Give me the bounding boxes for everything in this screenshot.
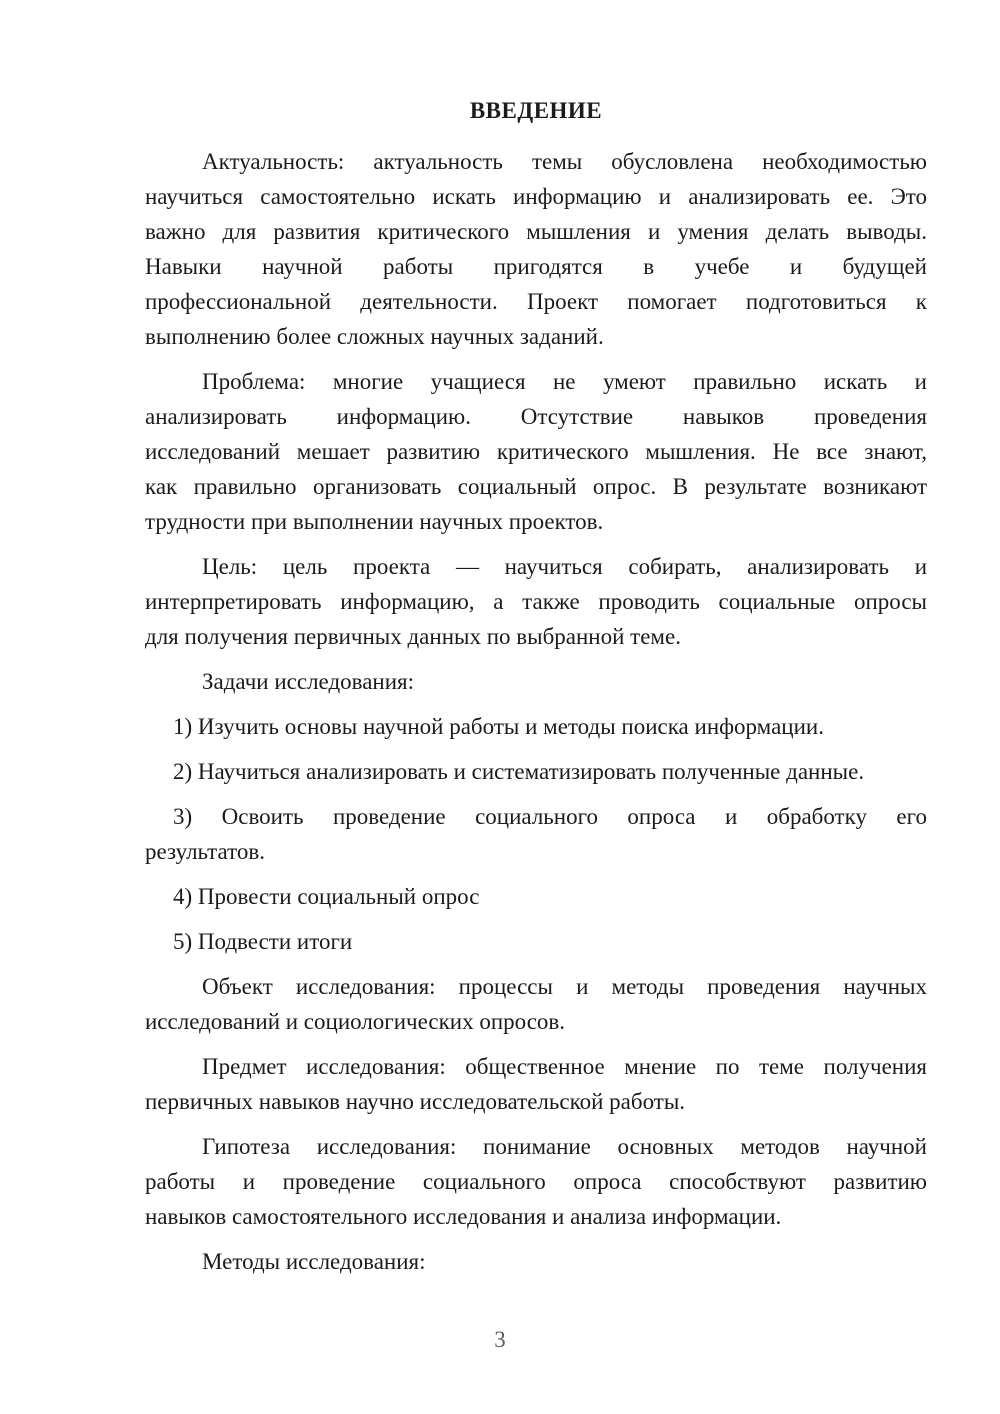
text-line: выполнению более сложных научных заданий. xyxy=(145,324,604,349)
text-line: работы и проведение социального опроса способствуют развитию xyxy=(145,1169,927,1194)
text-line: 4) Провести социальный опрос xyxy=(173,884,480,909)
task-item-2 xyxy=(145,754,927,789)
task-item-1 xyxy=(145,709,927,744)
text-line: интерпретировать информацию, а также проводить социальные опросы xyxy=(145,589,927,614)
task-item-4 xyxy=(145,879,927,914)
text-line: исследований и социологических опросов. xyxy=(145,1009,566,1034)
text-line: 2) Научиться анализировать и систематизировать полученные данные. xyxy=(173,759,865,784)
text-line: Навыки научной работы пригодятся в учебе и будущей xyxy=(145,254,927,279)
text-line: трудности при выполнении научных проектов. xyxy=(145,509,604,534)
heading-methods xyxy=(145,1244,927,1279)
text-line: навыков самостоятельного исследования и анализа информации. xyxy=(145,1204,782,1229)
text-line: Актуальность: актуальность темы обусловлена необходимостью xyxy=(202,149,927,174)
text-line: 1) Изучить основы научной работы и методы поиска информации. xyxy=(173,714,824,739)
paragraph-hypothesis xyxy=(145,1129,927,1234)
task-item-5 xyxy=(145,924,927,959)
text-line: как правильно организовать социальный опрос. В результате возникают xyxy=(145,474,927,499)
text-line: профессиональной деятельности. Проект помогает подготовиться к xyxy=(145,289,927,314)
text-line: Проблема: многие учащиеся не умеют правильно искать и xyxy=(202,369,927,394)
paragraph-object xyxy=(145,969,927,1039)
text-line: Предмет исследования: общественное мнение по теме получения xyxy=(202,1054,927,1079)
text-line: важно для развития критического мышления и умения делать выводы. xyxy=(145,219,927,244)
text-line: первичных навыков научно исследовательской работы. xyxy=(145,1089,686,1114)
text-line: 5) Подвести итоги xyxy=(173,929,353,954)
text-line: анализировать информацию. Отсутствие навыков проведения xyxy=(145,404,927,429)
text-line: исследований мешает развитию критического мышления. Не все знают, xyxy=(145,439,927,464)
paragraph-subject xyxy=(145,1049,927,1119)
text-line: для получения первичных данных по выбранной теме. xyxy=(145,624,681,649)
text-line: Объект исследования: процессы и методы проведения научных xyxy=(202,974,927,999)
paragraph-problem xyxy=(145,364,927,539)
text-line: 3) Освоить проведение социального опроса и обработку его xyxy=(173,804,927,829)
paragraph-relevance xyxy=(145,144,927,354)
text-line: Задачи исследования: xyxy=(202,669,415,694)
text-line: Методы исследования: xyxy=(202,1249,426,1274)
page-title: ВВЕДЕНИЕ xyxy=(469,98,603,123)
text-line: результатов. xyxy=(145,839,265,864)
paragraph-goal xyxy=(145,549,927,654)
text-line: Гипотеза исследования: понимание основных методов научной xyxy=(202,1134,927,1159)
page-number: 3 xyxy=(494,1327,506,1352)
heading-tasks xyxy=(145,664,927,699)
text-line: Цель: цель проекта — научиться собирать, анализировать и xyxy=(202,554,927,579)
document-content xyxy=(145,93,927,1289)
text-line: научиться самостоятельно искать информацию и анализировать ее. Это xyxy=(145,184,927,209)
task-item-3 xyxy=(145,799,927,869)
